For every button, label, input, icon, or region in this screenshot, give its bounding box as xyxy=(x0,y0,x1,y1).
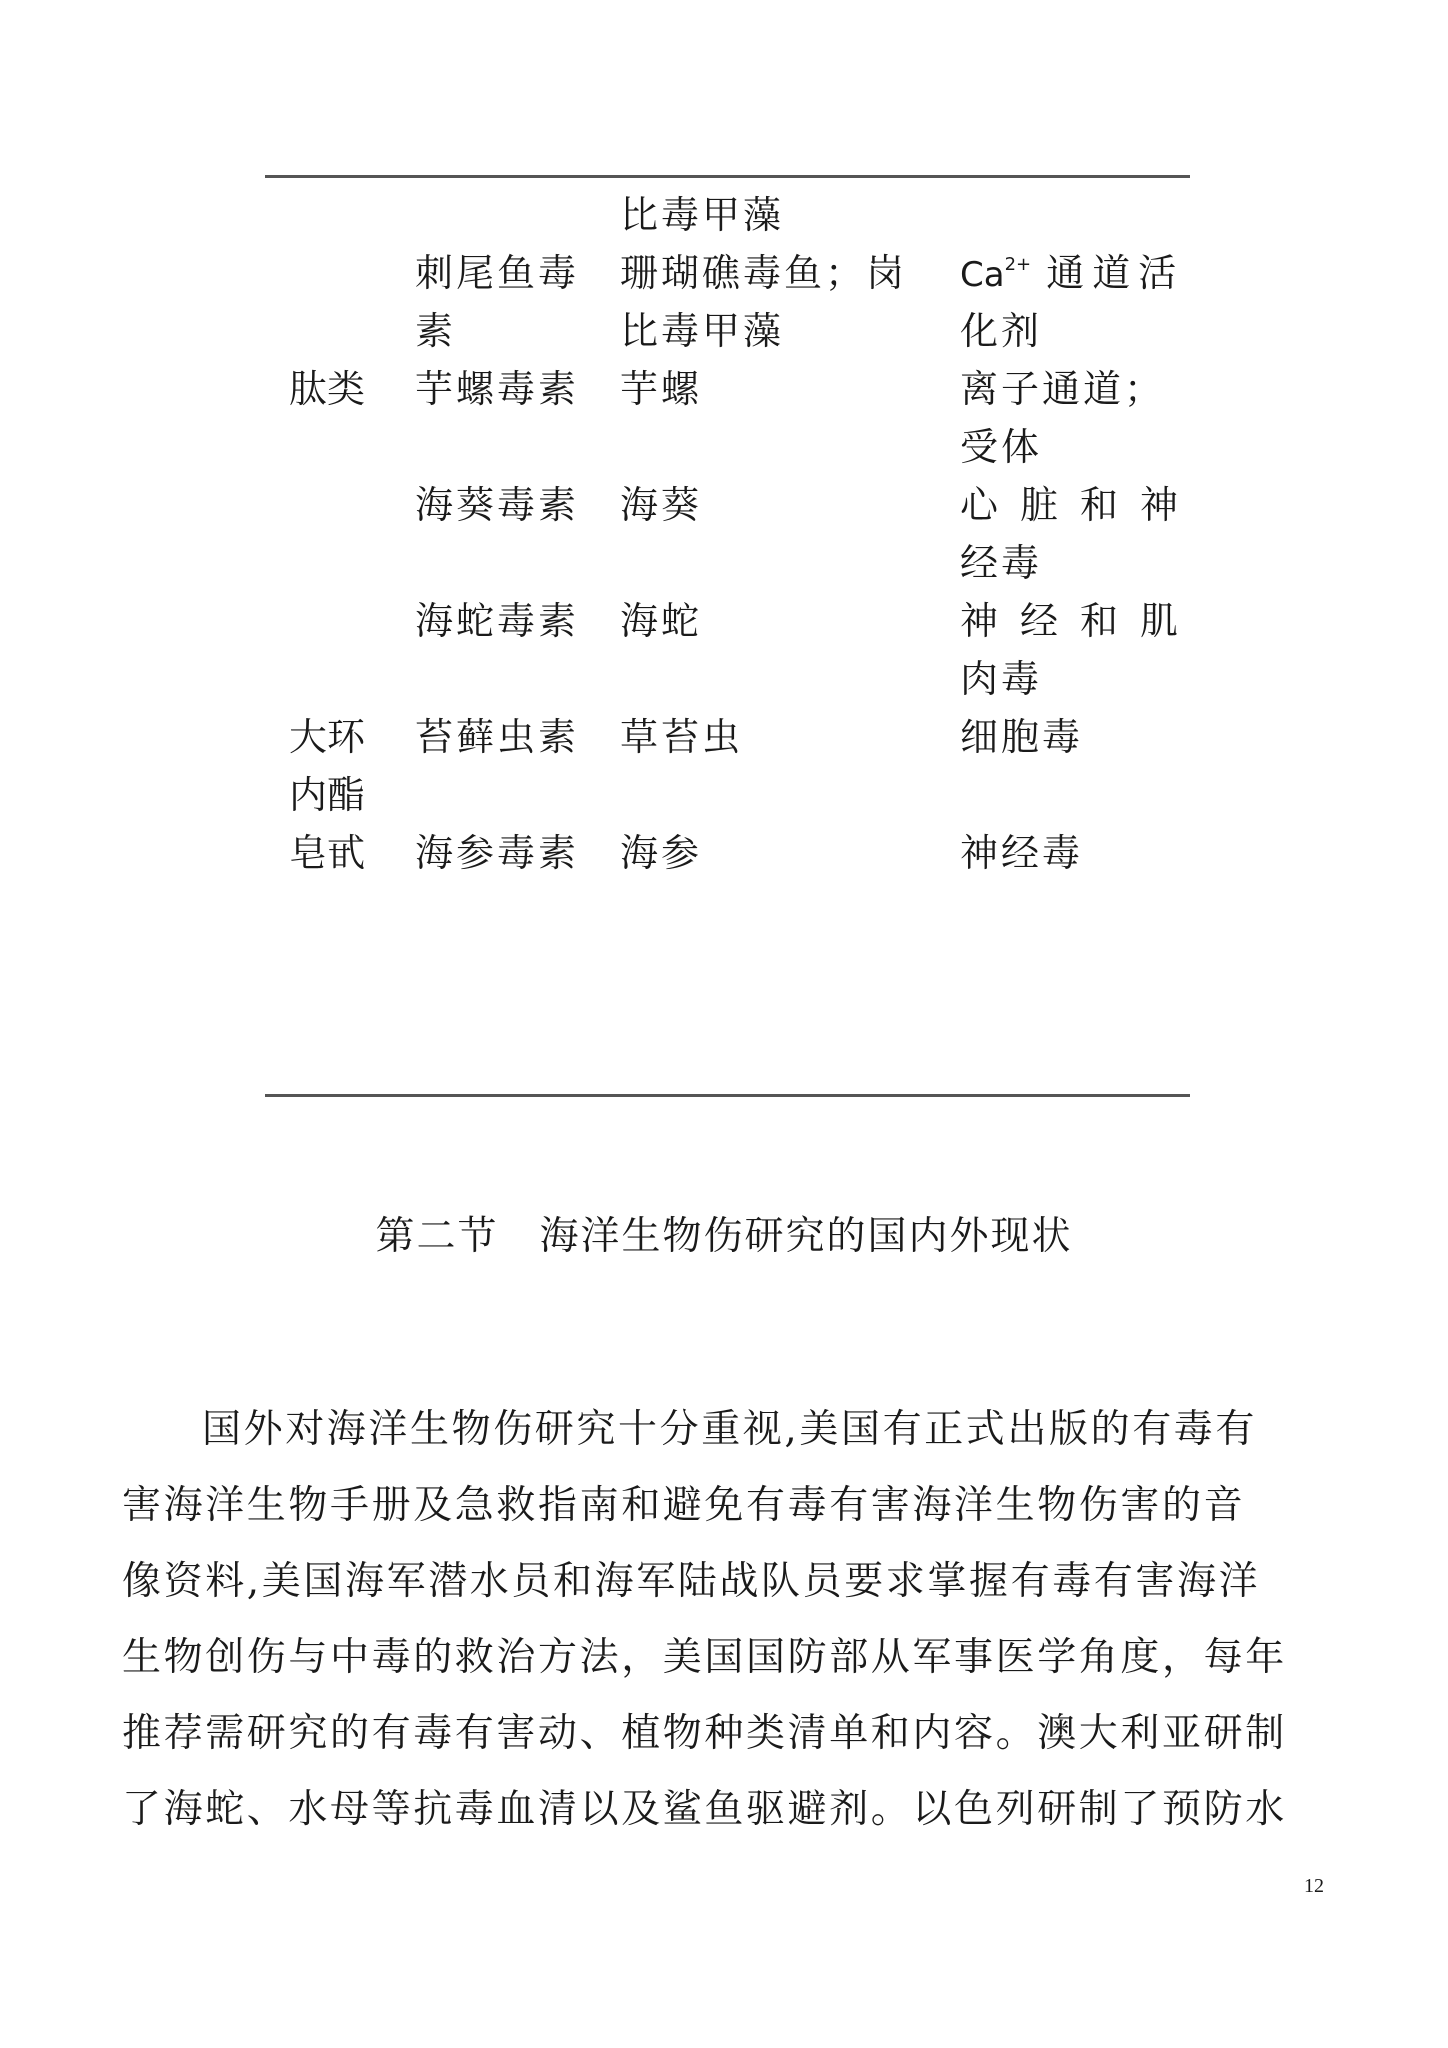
table-cell-toxin: 刺尾鱼毒 xyxy=(415,251,580,295)
table-cell-source: 海葵 xyxy=(620,483,703,527)
paragraph-line: 推荐需研究的有毒有害动、植物种类清单和内容。澳大利亚研制 xyxy=(122,1711,1287,1756)
table-cell-toxin: 海参毒素 xyxy=(415,831,580,875)
table-cell-source: 比毒甲藻 xyxy=(620,193,785,237)
paragraph-line: 了海蛇、水母等抗毒血清以及鲨鱼驱避剂。以色列研制了预防水 xyxy=(122,1787,1287,1832)
calcium-charge: 2+ xyxy=(1004,254,1032,275)
page-number: 12 xyxy=(1304,1875,1324,1897)
table-row xyxy=(265,591,1201,651)
table-cell-action: 细胞毒 xyxy=(960,715,1084,759)
table-cell-source: 草苔虫 xyxy=(620,715,744,759)
table-cell-toxin: 海葵毒素 xyxy=(415,483,580,527)
paragraph-line: 害海洋生物手册及急救指南和避免有毒有害海洋生物伤害的音 xyxy=(122,1483,1246,1528)
table-cell-action: 经毒 xyxy=(960,541,1043,585)
table-cell-action: 神经和肌 xyxy=(960,599,1201,643)
table-cell-toxin: 苔藓虫素 xyxy=(415,715,580,759)
table-cell-action: 受体 xyxy=(960,425,1043,469)
calcium-channel-text: 通道活 xyxy=(1046,251,1185,295)
calcium-symbol: $Ca^{2+}$ xyxy=(960,254,1032,295)
body-paragraph xyxy=(122,1392,1332,1848)
table-cell-class: 肽类 xyxy=(289,367,366,411)
paragraph-line: 生物创伤与中毒的救治方法，美国国防部从军事医学角度，每年 xyxy=(122,1635,1287,1680)
table-cell-toxin: 海蛇毒素 xyxy=(415,599,580,643)
table-cell-action: 化剂 xyxy=(960,309,1043,353)
table-cell-action: 心脏和神 xyxy=(960,483,1201,527)
table-row xyxy=(265,243,1190,303)
table-cell-source: 海参 xyxy=(620,831,703,875)
table-row xyxy=(265,301,1190,361)
section-heading: 第二节 海洋生物伤研究的国内外现状 xyxy=(375,1214,1073,1259)
table-row xyxy=(265,475,1201,535)
table-cell-source: 海蛇 xyxy=(620,599,703,643)
table-cell-action xyxy=(960,243,1184,305)
table-cell-class: 内酯 xyxy=(289,773,366,817)
table-cell-action: 离子通道； xyxy=(960,367,1166,411)
table-row xyxy=(265,359,1190,419)
table-cell-toxin: 芋螺毒素 xyxy=(415,367,580,411)
table-top-rule xyxy=(265,175,1190,178)
paragraph-line: 像资料,美国海军潜水员和海军陆战队员要求掌握有毒有害海洋 xyxy=(122,1559,1261,1604)
table-row xyxy=(265,707,1190,767)
table-cell-source: 芋螺 xyxy=(620,367,703,411)
paragraph-line: 国外对海洋生物伤研究十分重视,美国有正式出版的有毒有 xyxy=(202,1407,1257,1452)
table-row xyxy=(265,649,1190,709)
table-cell-action: 神经毒 xyxy=(960,831,1084,875)
table-row xyxy=(265,533,1190,593)
table-bottom-rule xyxy=(265,1094,1190,1097)
table-cell-source: 比毒甲藻 xyxy=(620,309,785,353)
table-cell-action: 肉毒 xyxy=(960,657,1043,701)
table-row xyxy=(265,765,1190,825)
table-cell-class: 皂甙 xyxy=(289,831,366,875)
table-cell-toxin: 素 xyxy=(415,309,457,353)
table-row xyxy=(265,185,1190,245)
table-cell-source: 珊瑚礁毒鱼；岗 xyxy=(620,251,908,295)
table-cell-class: 大环 xyxy=(289,715,366,759)
table-row xyxy=(265,417,1190,477)
table-row xyxy=(265,823,1190,883)
